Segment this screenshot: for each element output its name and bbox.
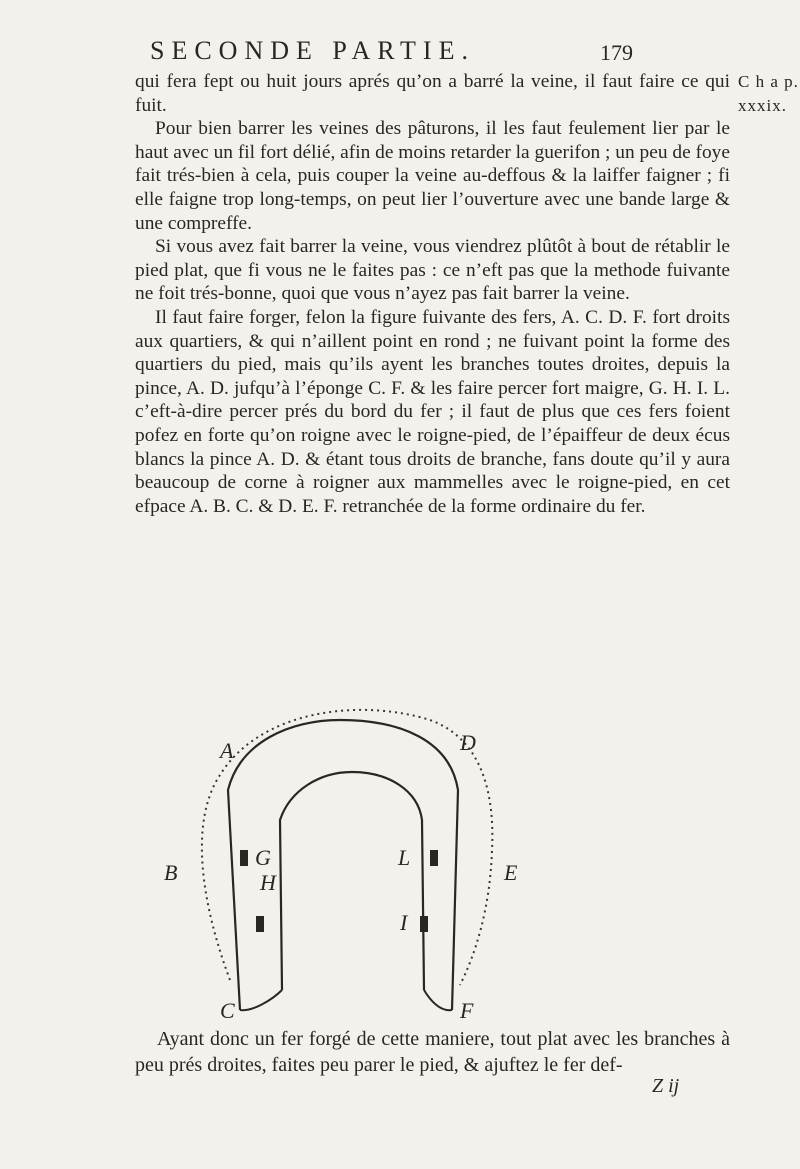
label-a: A: [220, 738, 234, 763]
label-h: H: [260, 870, 276, 895]
paragraph-4: Il faut faire forger, felon la figure fuivante des fers, A. C. D. F. fort droits aux quartiers, & qui n’aillent point en rond ; ne fuivant point la forme des quartiers du pied, mais qu’ils ayent les branches toutes droites, depuis la pince, A. D. jufqu’à l’éponge C. F. & les faire percer fort maigre, G. H. I. L. c’eft-à-dire percer prés du bord du fer ; il faut de plus que ces fers foient pofez en forte qu’on roigne avec le roigne-pied, de l’épaiffeur de deux écus blancs la pince A. D. & étant tous droits de branche, fans doute qu’il y aura beaucoup de corne à roigner aux mammelles avec le roigne-pied, en cet efpace A. B. C. & D. E. F. retranchée de la forme ordinaire du fer.: [135, 306, 730, 517]
heel-left: [240, 990, 282, 1010]
running-head: [0, 36, 800, 68]
closing-paragraph: Ayant donc un fer forgé de cette maniere, tout plat avec les branches à peu prés droites, faites peu parer le pied, & ajuftez le fer def-: [135, 1028, 730, 1076]
label-l: L: [398, 845, 411, 870]
label-f: F: [460, 998, 474, 1020]
paragraph-2: Pour bien barrer les veines des pâturons, il les faut feulement lier par le haut avec un fil fort délié, afin de moins retarder la guerifon ; un peu de foye fait trés-bien à cela, puis couper la veine au-deffous & la laiffer faigner ; fi elle faigne trop long-temps, on peut lier l’ouverture avec une bande large & une compreffe.: [135, 118, 730, 234]
horseshoe-figure: [160, 680, 540, 1020]
nail-hole-l: [420, 916, 428, 932]
shoe-inner-edge: [280, 772, 424, 990]
running-title: SECONDE PARTIE.: [150, 36, 475, 65]
chapter-margin-note: [738, 70, 798, 118]
body-text: [135, 70, 730, 518]
label-d: D: [460, 730, 476, 755]
paragraph-1: qui fera fept ou huit jours aprés qu’on a barré la veine, il faut faire ce qui fuit.: [135, 71, 730, 116]
paragraph-3: Si vous avez fait barrer la veine, vous viendrez plûtôt à bout de rétablir le pied plat, que fi vous ne le faites pas : ce n’eft pas que la methode fuivante ne foit trés-bonne, quoi que vous n’ayez pas fait barrer la veine.: [135, 236, 730, 305]
nail-hole-i: [430, 850, 438, 866]
closing-text: [135, 1026, 730, 1078]
page-number: 179: [600, 40, 633, 65]
label-i: I: [400, 910, 408, 935]
nail-hole-g: [240, 850, 248, 866]
nail-hole-h: [256, 916, 264, 932]
chapter-label: C h a p.: [738, 72, 799, 91]
label-e: E: [504, 860, 518, 885]
heel-right: [424, 990, 452, 1010]
label-g: G: [255, 845, 271, 870]
signature-mark: Z ij: [652, 1075, 680, 1097]
horseshoe-diagram: [160, 680, 540, 1020]
label-c: C: [220, 998, 235, 1020]
chapter-number: xxxix.: [738, 96, 787, 115]
label-b: B: [164, 860, 178, 885]
ordinary-shoe-outline: [202, 710, 492, 985]
